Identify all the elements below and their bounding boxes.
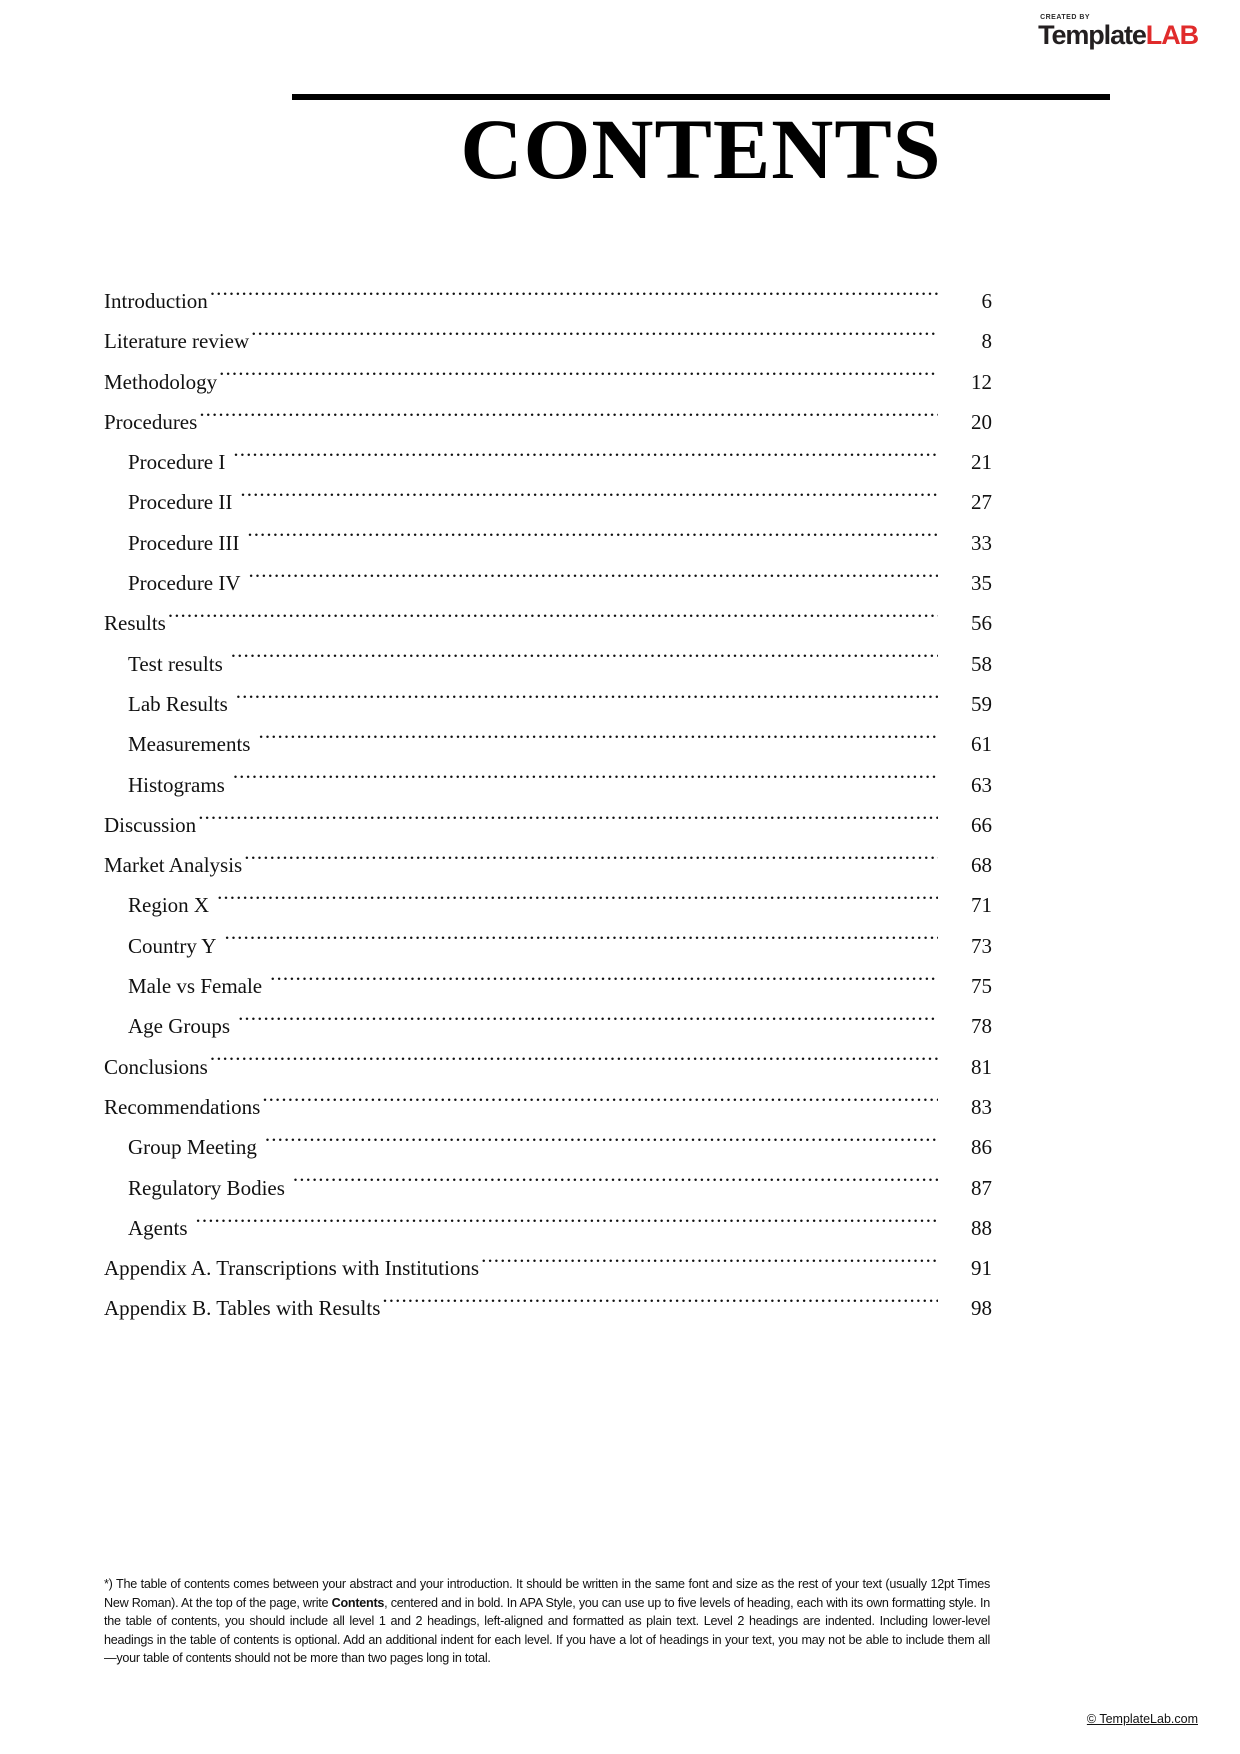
toc-dot-leader <box>481 1254 938 1275</box>
toc-entry[interactable] <box>104 1127 992 1167</box>
toc-entry-page-number: 78 <box>971 1014 992 1039</box>
toc-entry-page-number: 6 <box>981 289 992 313</box>
toc-dot-leader <box>238 1012 938 1033</box>
toc-dot-leader <box>251 327 938 348</box>
toc-entry-page-number: 71 <box>971 893 992 918</box>
toc-dot-leader <box>233 448 938 469</box>
toc-entry[interactable] <box>104 1047 992 1087</box>
logo-word-lab: LAB <box>1145 20 1198 50</box>
toc-entry[interactable] <box>104 321 992 361</box>
toc-entry[interactable] <box>104 724 992 764</box>
toc-dot-leader <box>210 1053 938 1074</box>
toc-entry-label: Procedure I <box>128 450 226 475</box>
toc-entry-label: Introduction <box>104 289 208 313</box>
toc-dot-leader <box>236 690 938 711</box>
toc-entry-label: Country Y <box>128 933 217 958</box>
toc-dot-leader <box>262 1093 938 1114</box>
toc-entry-page-number: 75 <box>971 974 992 999</box>
toc-entry[interactable] <box>104 1006 992 1046</box>
toc-dot-leader <box>217 891 938 912</box>
toc-entry-page-number: 35 <box>971 571 992 596</box>
toc-entry[interactable] <box>104 402 992 442</box>
toc-dot-leader <box>249 569 938 590</box>
templatelab-logo <box>1038 14 1198 49</box>
toc-entry[interactable] <box>104 1288 992 1328</box>
toc-entry-page-number: 98 <box>971 1296 992 1321</box>
toc-entry-label: Lab Results <box>128 691 228 716</box>
toc-entry-label: Results <box>104 611 166 636</box>
toc-entry[interactable] <box>104 805 992 845</box>
toc-entry[interactable] <box>104 644 992 684</box>
toc-entry-page-number: 27 <box>971 490 992 515</box>
toc-entry-page-number: 21 <box>971 450 992 475</box>
toc-entry[interactable] <box>104 684 992 724</box>
toc-entry-page-number: 33 <box>971 530 992 555</box>
toc-entry[interactable] <box>104 966 992 1006</box>
toc-entry-page-number: 8 <box>981 329 992 354</box>
toc-entry[interactable] <box>104 1208 992 1248</box>
toc-dot-leader <box>210 287 938 308</box>
toc-dot-leader <box>244 851 938 872</box>
toc-entry-label: Test results <box>128 651 223 676</box>
toc-entry-label: Age Groups <box>128 1014 231 1039</box>
toc-entry-page-number: 87 <box>971 1175 992 1200</box>
toc-dot-leader <box>265 1133 938 1154</box>
toc-entry[interactable] <box>104 1168 992 1208</box>
toc-dot-leader <box>293 1174 938 1195</box>
toc-entry[interactable] <box>104 442 992 482</box>
toc-entry-label: Procedure II <box>128 490 233 515</box>
toc-entry-page-number: 58 <box>971 651 992 676</box>
toc-dot-leader <box>233 771 938 792</box>
toc-dot-leader <box>224 932 938 953</box>
toc-entry-label: Procedure IV <box>128 571 241 596</box>
toc-entry[interactable] <box>104 482 992 522</box>
toc-dot-leader <box>198 811 938 832</box>
toc-entry[interactable] <box>104 765 992 805</box>
toc-dot-leader <box>219 368 938 389</box>
footnote-part-one: *) The table of contents comes between your abstract and your introduction. It should be written in the same font and size as the rest of your text (usually 12pt Times New Roman). At the top of the page, write <box>104 1577 990 1610</box>
toc-entry-page-number: 68 <box>971 853 992 878</box>
toc-dot-leader <box>199 408 938 429</box>
toc-entry-label: Agents <box>128 1215 188 1240</box>
toc-entry-page-number: 20 <box>971 409 992 434</box>
toc-entry-page-number: 63 <box>971 772 992 797</box>
toc-entry-label: Region X <box>128 893 210 918</box>
toc-entry-label: Methodology <box>104 369 218 394</box>
page-title: CONTENTS <box>460 101 942 197</box>
toc-entry-page-number: 56 <box>971 611 992 636</box>
toc-entry[interactable] <box>104 845 992 885</box>
toc-entry-label: Procedure III <box>128 530 240 555</box>
toc-entry[interactable] <box>104 1248 992 1288</box>
page-footer <box>1087 1712 1198 1726</box>
toc-entry-label: Conclusions <box>104 1054 208 1079</box>
toc-entry[interactable] <box>104 603 992 643</box>
toc-entry-label: Literature review <box>104 329 250 354</box>
toc-entry[interactable] <box>104 885 992 925</box>
title-divider-rule <box>292 94 1110 100</box>
toc-entry-page-number: 12 <box>971 369 992 394</box>
toc-entry[interactable] <box>104 523 992 563</box>
logo-word-template: Template <box>1038 20 1146 50</box>
toc-entry-label: Appendix B. Tables with Results <box>104 1296 381 1321</box>
toc-entry-page-number: 86 <box>971 1135 992 1160</box>
logo-wordmark <box>1038 22 1198 49</box>
copyright-link[interactable]: © TemplateLab.com <box>1086 1712 1198 1726</box>
toc-entry-label: Appendix A. Transcriptions with Institutions <box>104 1256 480 1281</box>
toc-entry[interactable] <box>104 281 992 321</box>
toc-entry-page-number: 88 <box>971 1215 992 1240</box>
toc-entry-label: Recommendations <box>104 1094 261 1119</box>
toc-entry-page-number: 61 <box>971 732 992 757</box>
toc-entry-page-number: 91 <box>971 1256 992 1281</box>
toc-entry[interactable] <box>104 563 992 603</box>
toc-entry-page-number: 66 <box>971 812 992 837</box>
toc-entry-label: Histograms <box>128 772 225 797</box>
toc-dot-leader <box>240 488 938 509</box>
toc-entry-label: Regulatory Bodies <box>128 1175 285 1200</box>
toc-entry-page-number: 81 <box>971 1054 992 1079</box>
toc-dot-leader <box>258 730 938 751</box>
toc-entry-page-number: 73 <box>971 933 992 958</box>
toc-dot-leader <box>168 609 938 630</box>
toc-entry-label: Discussion <box>104 812 197 837</box>
toc-dot-leader <box>382 1294 938 1315</box>
toc-entry-label: Procedures <box>104 409 198 434</box>
toc-dot-leader <box>196 1214 939 1235</box>
toc-entry-label: Market Analysis <box>104 853 243 878</box>
toc-entry-label: Group Meeting <box>128 1135 257 1160</box>
toc-entry[interactable] <box>104 362 992 402</box>
footnote-bold-word: Contents <box>331 1595 385 1610</box>
logo-created-by-label: CREATED BY <box>1040 14 1091 21</box>
footnote-text <box>104 1575 990 1668</box>
toc-dot-leader <box>247 529 938 550</box>
footnote-part-two: , centered and in bold. In APA Style, you can use up to five levels of heading, each with its own formatting style. In the table of contents, you should include all level 1 and 2 headings, left-aligned and formatted as plain text. Level 2 headings are indented. Including lower-level headings in the table of contents is optional. Add an additional indent for each level. If you have a lot of headings in your text, you may not be able to include them all—your table of contents should not be more than two pages long in total. <box>104 1595 990 1666</box>
toc-entry-page-number: 83 <box>971 1094 992 1119</box>
table-of-contents <box>104 281 992 1329</box>
toc-entry-label: Measurements <box>128 732 251 757</box>
toc-entry[interactable] <box>104 926 992 966</box>
toc-dot-leader <box>270 972 938 993</box>
toc-entry-page-number: 59 <box>971 691 992 716</box>
toc-dot-leader <box>231 650 938 671</box>
toc-entry[interactable] <box>104 1087 992 1127</box>
toc-entry-label: Male vs Female <box>128 974 263 999</box>
